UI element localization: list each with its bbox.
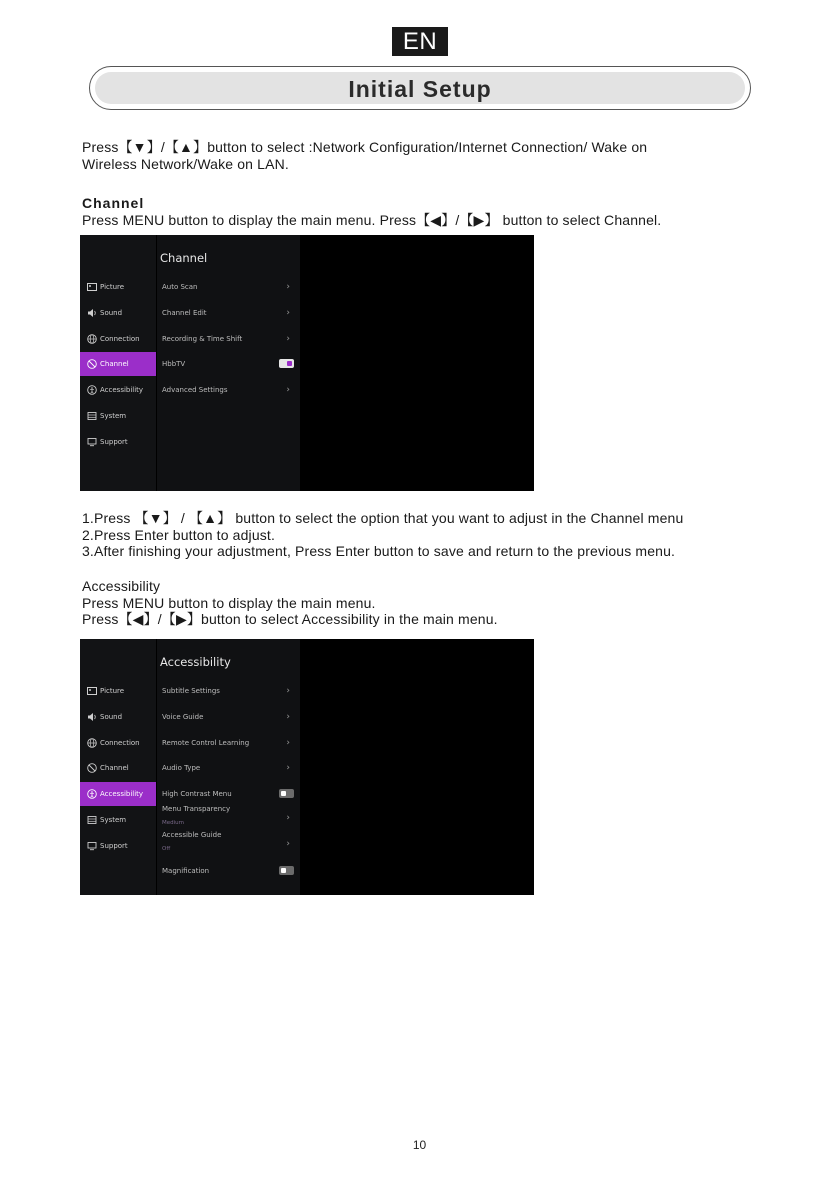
option-label: Menu Transparency (162, 805, 231, 813)
sidebar-item-sound[interactable] (80, 705, 156, 729)
option-value: Medium (162, 820, 184, 826)
chevron-right-icon: › (286, 334, 290, 344)
chevron-right-icon: › (286, 813, 290, 823)
step-2: 2.Press Enter button to adjust. (82, 526, 275, 543)
option-label: Subtitle Settings (162, 687, 220, 695)
sidebar-item-channel[interactable] (80, 352, 156, 376)
sidebar-item-label: Support (100, 842, 128, 850)
sidebar-item-label: Connection (100, 335, 140, 343)
globe-icon (87, 334, 97, 344)
chevron-right-icon: › (286, 839, 290, 849)
sidebar-item-label: Channel (100, 360, 129, 368)
monitor-icon (87, 437, 97, 447)
sidebar-item-label: Sound (100, 713, 123, 721)
step-1: 1.Press 【▼】 / 【▲】 button to select the option that you want to adjust in the Channel menu (82, 510, 684, 526)
satellite-dish-icon (87, 763, 97, 773)
sidebar-item-connection[interactable] (80, 327, 156, 351)
option-recording-time-shift[interactable] (162, 330, 294, 348)
speaker-icon (87, 712, 97, 722)
accessibility-icon (87, 789, 97, 799)
globe-icon (87, 738, 97, 748)
option-hbbtv[interactable] (162, 355, 294, 373)
option-accessible-guide[interactable] (162, 831, 294, 853)
speaker-icon (87, 308, 97, 318)
option-auto-scan[interactable] (162, 278, 294, 296)
chevron-right-icon: › (286, 385, 290, 395)
option-label: Remote Control Learning (162, 739, 250, 747)
hbbtv-toggle[interactable] (279, 359, 294, 368)
sidebar-item-label: Sound (100, 309, 123, 317)
accessibility-menu-screenshot (80, 639, 534, 895)
option-label: Advanced Settings (162, 386, 228, 394)
sidebar-item-connection[interactable] (80, 731, 156, 755)
accessibility-heading: Accessibility (82, 578, 161, 594)
sidebar-item-picture[interactable] (80, 679, 156, 703)
channel-section (82, 195, 742, 228)
high-contrast-toggle[interactable] (279, 789, 294, 798)
page-number: 10 (412, 1138, 427, 1152)
system-icon (87, 815, 97, 825)
option-label: High Contrast Menu (162, 790, 232, 798)
sidebar-item-label: Accessibility (100, 790, 144, 798)
steps-paragraph (82, 510, 742, 560)
option-label: Magnification (162, 867, 210, 875)
sidebar-item-label: Connection (100, 739, 140, 747)
page-title: Initial Setup (95, 72, 745, 104)
sidebar-item-label: Channel (100, 764, 129, 772)
section-title-frame (89, 66, 751, 110)
option-label: Voice Guide (162, 713, 204, 721)
picture-icon (87, 282, 97, 292)
option-label: Audio Type (162, 764, 201, 772)
channel-instruction: Press MENU button to display the main menu. Press【◀】/【▶】 button to select Channel. (82, 211, 662, 228)
option-label: Recording & Time Shift (162, 335, 243, 343)
option-menu-transparency[interactable] (162, 805, 294, 827)
picture-icon (87, 686, 97, 696)
option-high-contrast-menu[interactable] (162, 785, 294, 803)
accessibility-instruction-1: Press MENU button to display the main menu. (82, 594, 376, 611)
sidebar-item-label: Accessibility (100, 386, 144, 394)
channel-menu-title: Channel (160, 251, 208, 265)
intro-paragraph (82, 139, 742, 172)
chevron-right-icon: › (286, 282, 290, 292)
sidebar-item-label: Picture (100, 687, 125, 695)
sidebar-item-channel[interactable] (80, 756, 156, 780)
sidebar-item-label: Support (100, 438, 128, 446)
channel-menu-screenshot (80, 235, 534, 491)
sidebar-item-sound[interactable] (80, 301, 156, 325)
channel-heading: Channel (82, 195, 145, 211)
option-subtitle-settings[interactable] (162, 682, 294, 700)
accessibility-instruction-2: Press【◀】/【▶】button to select Accessibility in the main menu. (82, 611, 498, 627)
option-label: HbbTV (162, 360, 186, 368)
option-channel-edit[interactable] (162, 304, 294, 322)
sidebar-item-support[interactable] (80, 430, 156, 454)
sidebar-item-accessibility[interactable] (80, 782, 156, 806)
sidebar-item-support[interactable] (80, 834, 156, 858)
intro-line-1: Press【▼】/【▲】button to select :Network Configuration/Internet Connection/ Wake on (82, 139, 648, 155)
step-3: 3.After finishing your adjustment, Press Enter button to save and return to the previous menu. (82, 543, 676, 559)
accessibility-menu-title: Accessibility (160, 655, 231, 669)
sidebar-item-label: System (100, 412, 127, 420)
accessibility-section (82, 578, 742, 628)
sidebar-item-label: Picture (100, 283, 125, 291)
option-voice-guide[interactable] (162, 708, 294, 726)
option-label: Auto Scan (162, 283, 198, 291)
option-advanced-settings[interactable] (162, 381, 294, 399)
chevron-right-icon: › (286, 308, 290, 318)
chevron-right-icon: › (286, 686, 290, 696)
sidebar-item-system[interactable] (80, 404, 156, 428)
sidebar-item-picture[interactable] (80, 275, 156, 299)
intro-line-2: Wireless Network/Wake on LAN. (82, 155, 289, 172)
sidebar-item-label: System (100, 816, 127, 824)
system-icon (87, 411, 97, 421)
option-value: Off (162, 846, 171, 852)
chevron-right-icon: › (286, 763, 290, 773)
monitor-icon (87, 841, 97, 851)
magnification-toggle[interactable] (279, 866, 294, 875)
chevron-right-icon: › (286, 738, 290, 748)
option-audio-type[interactable] (162, 759, 294, 777)
sidebar-item-system[interactable] (80, 808, 156, 832)
chevron-right-icon: › (286, 712, 290, 722)
option-remote-control-learning[interactable] (162, 734, 294, 752)
sidebar-item-accessibility[interactable] (80, 378, 156, 402)
option-label: Channel Edit (162, 309, 207, 317)
accessibility-icon (87, 385, 97, 395)
satellite-dish-icon (87, 359, 97, 369)
option-magnification[interactable] (162, 862, 294, 880)
option-label: Accessible Guide (162, 831, 222, 839)
language-badge: EN (392, 27, 448, 56)
